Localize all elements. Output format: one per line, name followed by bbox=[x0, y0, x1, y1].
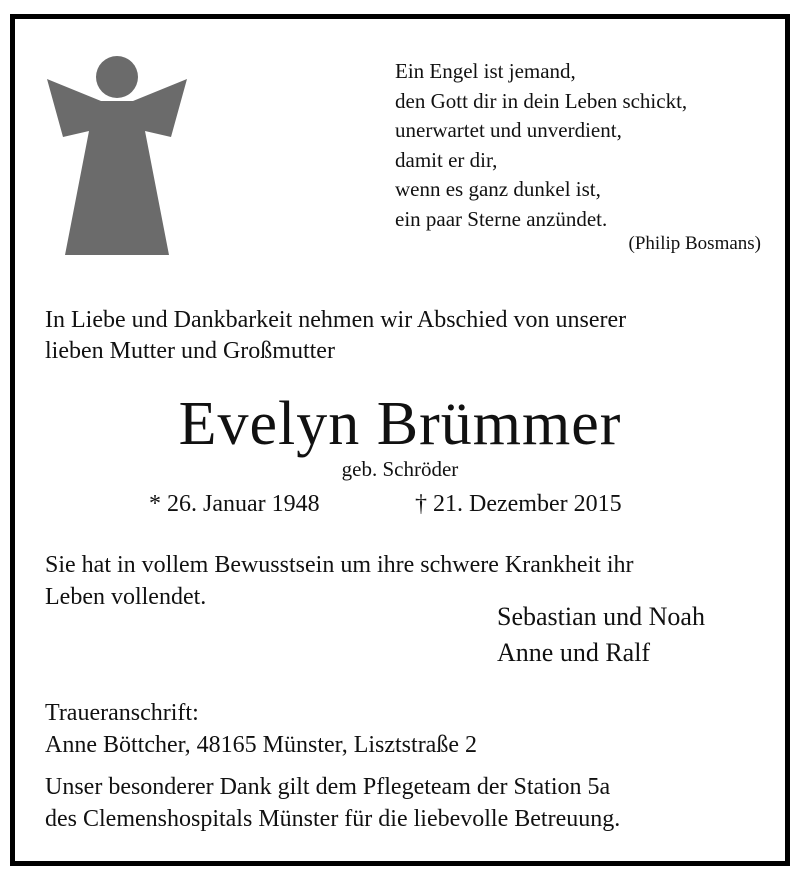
poem-line: wenn es ganz dunkel ist, bbox=[395, 177, 601, 201]
intro-text bbox=[45, 305, 765, 367]
thanks-text bbox=[45, 771, 770, 835]
maiden-name: geb. Schröder bbox=[341, 457, 459, 481]
intro-line: In Liebe und Dankbarkeit nehmen wir Abschied von unserer bbox=[45, 307, 627, 333]
intro-line: lieben Mutter und Großmutter bbox=[45, 338, 335, 364]
family-line: Anne und Ralf bbox=[497, 638, 651, 667]
poem-line: damit er dir, bbox=[395, 147, 498, 172]
poem-line: ein paar Sterne anzündet. bbox=[395, 206, 608, 231]
angel-head bbox=[96, 56, 138, 98]
family-line: Sebastian und Noah bbox=[497, 602, 705, 631]
death-date: † 21. Dezember 2015 bbox=[415, 491, 622, 517]
poem bbox=[395, 57, 775, 234]
poem-line: den Gott dir in dein Leben schickt, bbox=[395, 88, 688, 113]
angel-icon bbox=[43, 49, 191, 259]
address-label: Traueranschrift: bbox=[45, 700, 199, 726]
thanks-line: Unser besonderer Dank gilt dem Pflegeteam der Station 5a bbox=[45, 774, 611, 800]
address-value: Anne Böttcher, 48165 Münster, Lisztstraße 2 bbox=[45, 732, 477, 758]
angel-body bbox=[47, 79, 187, 255]
sentence-line: Sie hat in vollem Bewusstsein um ihre schwere Krankheit ihr bbox=[45, 552, 634, 578]
mourning-address bbox=[45, 697, 477, 761]
poem-line: Ein Engel ist jemand, bbox=[395, 59, 576, 83]
obituary-notice bbox=[10, 14, 790, 866]
sentence-line: Leben vollendet. bbox=[45, 584, 207, 610]
family-names bbox=[497, 599, 705, 671]
poem-author: (Philip Bosmans) bbox=[628, 233, 761, 254]
birth-date: * 26. Januar 1948 bbox=[149, 491, 320, 517]
poem-line: unerwartet und unverdient, bbox=[395, 118, 622, 142]
deceased-name: Evelyn Brümmer bbox=[178, 390, 622, 458]
thanks-line: des Clemenshospitals Münster für die liebevolle Betreuung. bbox=[45, 806, 621, 832]
